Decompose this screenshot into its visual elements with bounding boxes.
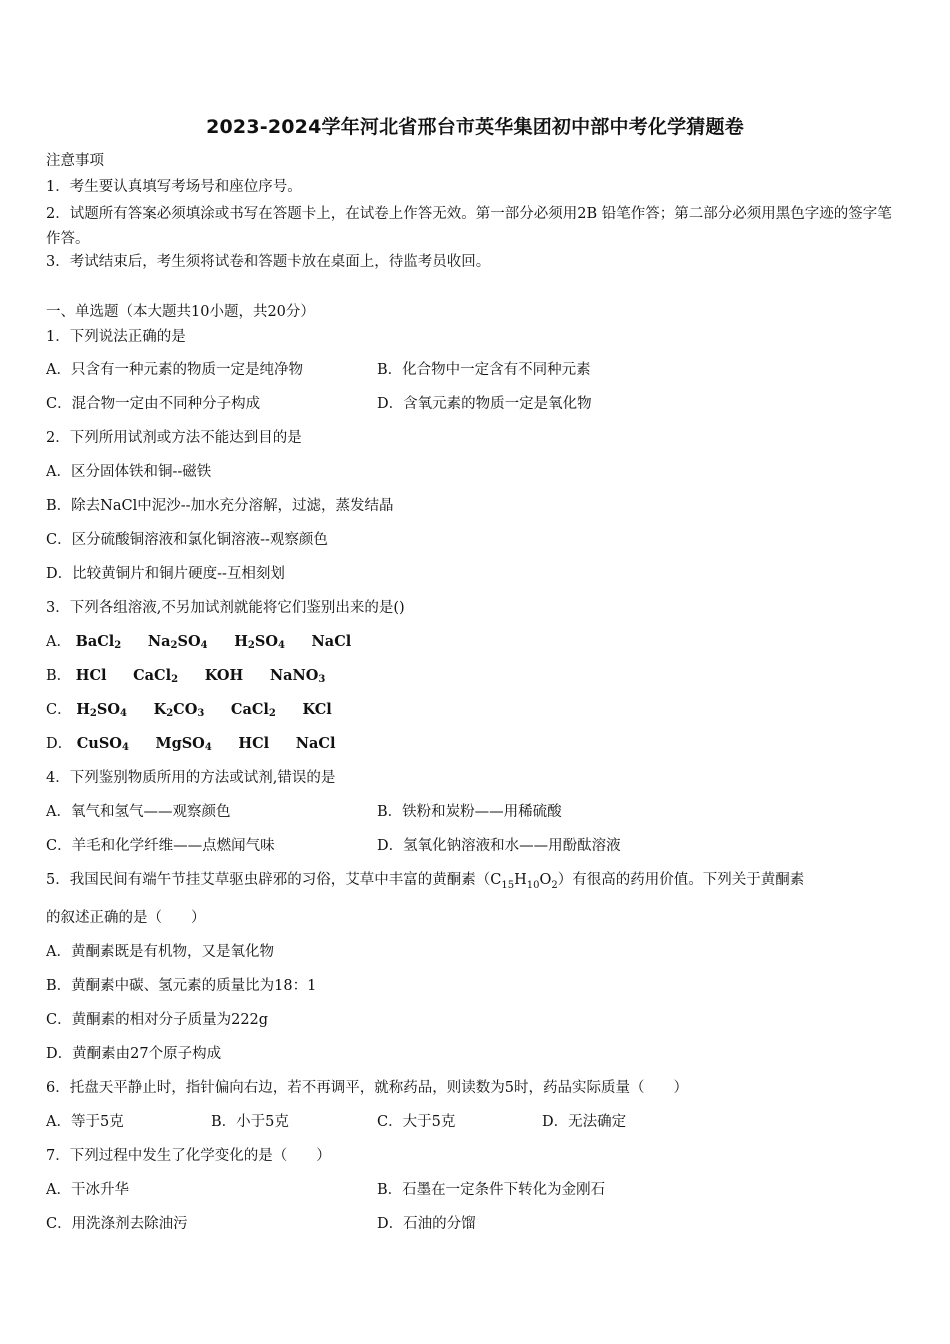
q4-option-c: C．羊毛和化学纤维——点燃闻气味 [46, 838, 275, 854]
notice-item-1: 1．考生要认真填写考场号和座位序号。 [46, 179, 302, 195]
section-heading: 一、单选题（本大题共10小题，共20分） [46, 304, 315, 320]
q2-option-d: D．比较黄铜片和铜片硬度--互相刻划 [46, 566, 285, 582]
formula: NaCl [295, 735, 336, 752]
q7-stem: 7．下列过程中发生了化学变化的是（ ） [46, 1148, 331, 1164]
q6-option-a: A．等于5克 [46, 1114, 124, 1130]
page-title: 2023-2024学年河北省邢台市英华集团初中部中考化学猜题卷 [206, 116, 744, 138]
formula: $Na_2SO_4$ [147, 633, 208, 651]
q5-option-b: B．黄酮素中碳、氢元素的质量比为18：1 [46, 978, 317, 994]
q7-option-a: A．干冰升华 [46, 1182, 129, 1198]
q1-option-d: D．含氧元素的物质一定是氧化物 [377, 396, 592, 412]
q3-stem: 3．下列各组溶液,不另加试剂就能将它们鉴别出来的是() [46, 600, 405, 616]
formula: CuSO$_4$ [76, 735, 129, 753]
notice-item-3: 3．考试结束后，考生须将试卷和答题卡放在桌面上，待监考员收回。 [46, 254, 491, 270]
formula: $H_2SO_4$ [234, 633, 285, 651]
formula: BaCl$_2$ [75, 633, 122, 651]
q7-option-c: C．用洗涤剂去除油污 [46, 1216, 188, 1232]
q2-option-c: C．区分硫酸铜溶液和氯化铜溶液--观察颜色 [46, 532, 328, 548]
q4-option-d: D．氢氧化钠溶液和水——用酚酞溶液 [377, 838, 621, 854]
formula: HCl [238, 735, 270, 752]
q5-option-d: D．黄酮素由27个原子构成 [46, 1046, 222, 1062]
q6-option-d: D．无法确定 [542, 1114, 627, 1130]
formula: NaCl [311, 633, 352, 650]
q2-stem: 2．下列所用试剂或方法不能达到目的是 [46, 430, 302, 446]
q7-option-d: D．石油的分馏 [377, 1216, 476, 1232]
formula: $K_2CO_3$ [153, 701, 205, 719]
notice-item-2: 2．试题所有答案必须填涂或书写在答题卡上，在试卷上作答无效。第一部分必须用2B 铅笔作答；第二部分必须用黑色字迹的签字笔作答。 [46, 206, 892, 247]
formula: $H_2SO_4$ [76, 701, 127, 719]
q2-option-b: B．除去NaCl中泥沙--加水充分溶解，过滤，蒸发结晶 [46, 498, 394, 514]
q5-option-c: C．黄酮素的相对分子质量为222g [46, 1012, 269, 1028]
formula: NaNO$_3$ [269, 667, 326, 685]
q3-option-d [46, 734, 357, 758]
q1-option-a: A．只含有一种元素的物质一定是纯净物 [46, 362, 303, 378]
q3-option-c-label: C． [46, 702, 72, 718]
q1-option-c: C．混合物一定由不同种分子构成 [46, 396, 261, 412]
formula: KCl [302, 701, 332, 718]
formula: CaCl$_2$ [230, 701, 276, 719]
q6-option-b: B．小于5克 [211, 1114, 289, 1130]
q1-stem: 1．下列说法正确的是 [46, 329, 186, 345]
notice-heading: 注意事项 [46, 153, 104, 169]
q2-option-a: A．区分固体铁和铜--磁铁 [46, 464, 212, 480]
q3-option-b [46, 666, 347, 690]
q6-option-c: C．大于5克 [377, 1114, 456, 1130]
q3-option-a [46, 632, 373, 656]
formula: MgSO$_4$ [155, 735, 212, 753]
formula: HCl [75, 667, 107, 684]
q5-stem-continued: 的叙述正确的是（ ） [46, 910, 206, 926]
q3-option-c [46, 700, 354, 724]
q5-option-a: A．黄酮素既是有机物，又是氧化物 [46, 944, 274, 960]
formula: KOH [204, 667, 244, 684]
q4-option-b: B．铁粉和炭粉——用稀硫酸 [377, 804, 562, 820]
q6-stem: 6．托盘天平静止时，指针偏向右边，若不再调平，就称药品，则读数为5时，药品实际质量（ ） [46, 1080, 688, 1096]
q7-option-b: B．石墨在一定条件下转化为金刚石 [377, 1182, 606, 1198]
q4-option-a: A．氧气和氢气——观察颜色 [46, 804, 231, 820]
formula: CaCl$_2$ [133, 667, 179, 685]
q4-stem: 4．下列鉴别物质所用的方法或试剂,错误的是 [46, 770, 336, 786]
q3-option-d-label: D． [46, 736, 73, 752]
q3-option-b-label: B． [46, 668, 72, 684]
q5-stem: 5．我国民间有端午节挂艾草驱虫辟邪的习俗，艾草中丰富的黄酮素$(C_{15}H_{10}O_2)$有很高的药用价值。下列关于黄酮素 [46, 872, 805, 891]
q1-option-b: B．化合物中一定含有不同种元素 [377, 362, 591, 378]
q3-option-a-label: A． [46, 634, 71, 650]
